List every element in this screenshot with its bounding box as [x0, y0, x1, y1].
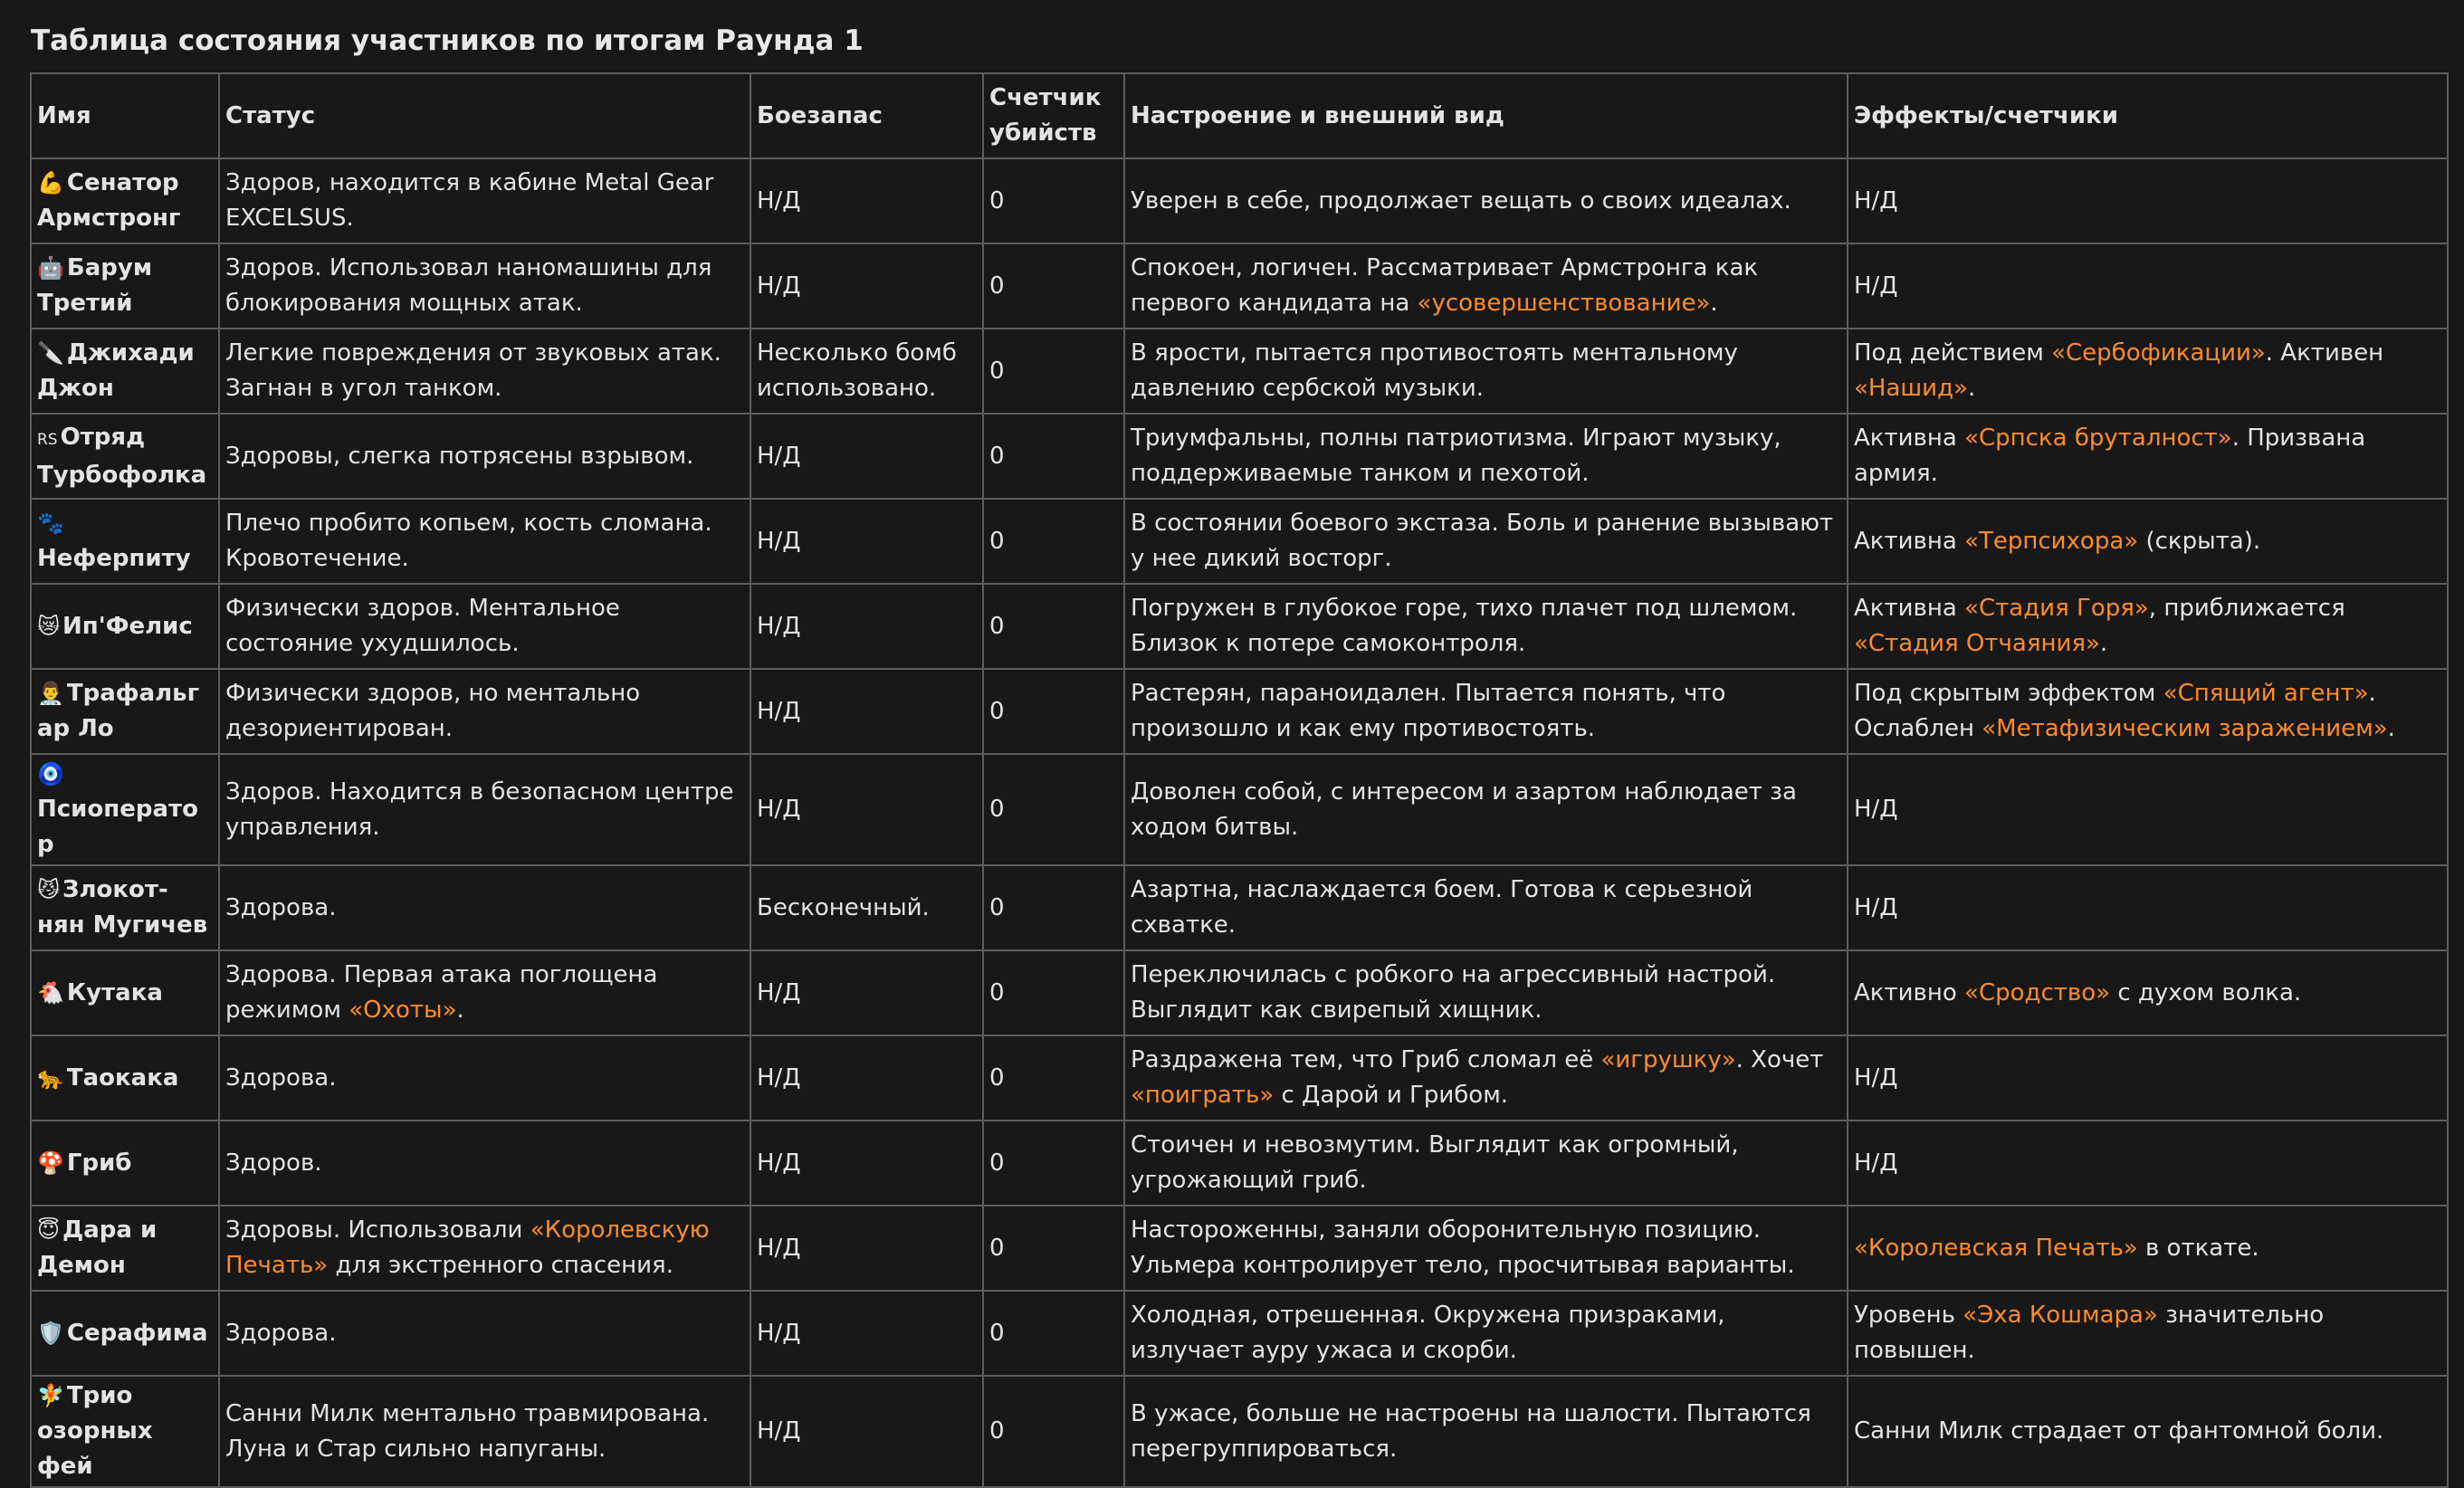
cell-ammo: Н/Д — [750, 1035, 983, 1121]
cell-status — [219, 1206, 750, 1291]
table-row — [31, 499, 2448, 584]
table-row — [31, 1376, 2448, 1487]
chicken-icon: 🐔 — [37, 979, 64, 1006]
cell-ammo: Н/Д — [750, 584, 983, 669]
cell-name — [31, 329, 219, 414]
cell-text: Легкие повреждения от звуковых атак. Загнан в угол танком. — [225, 339, 721, 402]
cell-status — [219, 414, 750, 499]
table-row — [31, 158, 2448, 243]
cell-text: . — [2387, 715, 2395, 742]
cell-status — [219, 669, 750, 754]
cell-kills: 0 — [983, 584, 1124, 669]
cell-text: с Дарой и Грибом. — [1274, 1082, 1509, 1109]
cell-kills: 0 — [983, 329, 1124, 414]
cell-text: . Активен — [2265, 339, 2384, 367]
table-row — [31, 950, 2448, 1035]
robot-face-icon: 🤖 — [37, 255, 64, 281]
cell-name — [31, 158, 219, 243]
cell-ammo: Н/Д — [750, 243, 983, 329]
cell-ammo: Н/Д — [750, 1376, 983, 1487]
cell-text: Здоров. Использовал наномашины для блокирования мощных атак. — [225, 254, 712, 317]
cell-text: Н/Д — [1854, 796, 1898, 823]
cell-name — [31, 950, 219, 1035]
cell-text: Здоров. — [225, 1149, 322, 1177]
cell-text: Растерян, параноидален. Пытается понять, что произошло и как ему противостоять. — [1131, 680, 1726, 742]
cell-text: Физически здоров, но ментально дезориентирован. — [225, 680, 641, 742]
cell-text: Физически здоров. Ментальное состояние ухудшилось. — [225, 595, 620, 657]
table-row — [31, 1291, 2448, 1376]
cell-effects — [1848, 865, 2448, 950]
cell-name — [31, 1206, 219, 1291]
highlighted-term: «Охоты» — [349, 997, 457, 1024]
cell-kills: 0 — [983, 243, 1124, 329]
cell-text: . — [456, 997, 464, 1024]
participant-name: Трио озорных фей — [37, 1382, 153, 1480]
cell-status — [219, 329, 750, 414]
cell-name — [31, 1035, 219, 1121]
cell-ammo: Н/Д — [750, 950, 983, 1035]
cell-status — [219, 584, 750, 669]
cell-text: Погружен в глубокое горе, тихо плачет под шлемом. Близок к потере самоконтроля. — [1131, 595, 1798, 657]
cell-name — [31, 1291, 219, 1376]
cell-effects — [1848, 414, 2448, 499]
cell-effects — [1848, 1206, 2448, 1291]
cell-mood — [1124, 414, 1848, 499]
cell-text: В ужасе, больше не настроены на шалости. Пытаются перегруппироваться. — [1131, 1399, 1811, 1463]
table-row — [31, 584, 2448, 669]
cell-effects — [1848, 158, 2448, 243]
cell-text: В ярости, пытается противостоять ментальному давлению сербской музыки. — [1131, 339, 1738, 402]
cell-text: Активна — [1854, 424, 1965, 452]
cell-kills: 0 — [983, 1291, 1124, 1376]
table-row — [31, 669, 2448, 754]
cell-kills: 0 — [983, 754, 1124, 865]
participant-name: Злокот-нян Мугичев — [37, 876, 208, 939]
cell-text: Стоичен и невозмутим. Выглядит как огромный, угрожающий гриб. — [1131, 1131, 1739, 1194]
cell-name — [31, 499, 219, 584]
cell-text: с духом волка. — [2110, 978, 2302, 1006]
cell-effects — [1848, 584, 2448, 669]
cell-text: Здорова. — [225, 1319, 337, 1347]
cell-name — [31, 1121, 219, 1206]
table-row — [31, 414, 2448, 499]
cell-text: . Ослаблен — [1854, 680, 2376, 742]
participant-name: Ип'Фелис — [62, 612, 193, 640]
cell-text: Здоровы. Использовали — [225, 1216, 530, 1244]
column-header-kills: Счетчик убийств — [983, 73, 1124, 158]
participants-table — [30, 72, 2449, 1488]
participant-name: Сенатор Армстронг — [37, 169, 181, 232]
page-title: Таблица состояния участников по итогам Раунда 1 — [31, 24, 864, 57]
cell-text: Под скрытым эффектом — [1854, 680, 2163, 707]
highlighted-term: «игрушку» — [1600, 1046, 1736, 1073]
table-row — [31, 1035, 2448, 1121]
cell-mood — [1124, 1206, 1848, 1291]
cell-text: Спокоен, логичен. Рассматривает Армстронга как первого кандидата на — [1131, 254, 1759, 317]
cell-text: . Призвана армия. — [1854, 424, 2366, 487]
cell-effects — [1848, 499, 2448, 584]
cell-status — [219, 1121, 750, 1206]
cell-text: (скрыта). — [2138, 527, 2261, 555]
cell-effects — [1848, 754, 2448, 865]
cell-mood — [1124, 1035, 1848, 1121]
cell-text: Н/Д — [1854, 186, 1898, 215]
cell-text: Раздражена тем, что Гриб сломал её — [1131, 1046, 1601, 1073]
cell-status — [219, 243, 750, 329]
cell-text: . — [1710, 290, 1718, 317]
cell-kills: 0 — [983, 1035, 1124, 1121]
table-row — [31, 754, 2448, 865]
cell-kills: 0 — [983, 1121, 1124, 1206]
cell-name — [31, 669, 219, 754]
cell-ammo: Несколько бомб использовано. — [750, 329, 983, 414]
cell-kills: 0 — [983, 950, 1124, 1035]
cell-mood — [1124, 329, 1848, 414]
cell-text: Н/Д — [1854, 272, 1898, 300]
highlighted-term: «Королевскую Печать» — [225, 1216, 710, 1279]
cell-effects — [1848, 1121, 2448, 1206]
participant-name: Отряд Турбофолка — [37, 423, 207, 489]
cell-ammo: Н/Д — [750, 499, 983, 584]
column-header-effects: Эффекты/счетчики — [1848, 73, 2448, 158]
participant-name: Таокака — [66, 1064, 179, 1092]
cell-text: Санни Милк ментально травмирована. Луна и Стар сильно напуганы. — [225, 1399, 710, 1463]
cell-kills: 0 — [983, 414, 1124, 499]
cell-name — [31, 1376, 219, 1487]
cell-text: Активна — [1854, 527, 1965, 555]
participant-name: Трафальгар Ло — [37, 680, 200, 742]
participant-name: Серафима — [66, 1319, 208, 1347]
highlighted-term: «Стадия Отчаяния» — [1854, 630, 2100, 657]
cell-text: Холодная, отрешенная. Окружена призраками, излучает ауру ужаса и скорби. — [1131, 1302, 1725, 1364]
cell-ammo: Н/Д — [750, 1206, 983, 1291]
cell-text: , приближается — [2148, 595, 2345, 622]
table-header-row — [31, 73, 2448, 158]
cell-kills: 0 — [983, 669, 1124, 754]
cell-effects — [1848, 1291, 2448, 1376]
cell-kills: 0 — [983, 499, 1124, 584]
participant-name: Барум Третий — [37, 254, 153, 317]
column-header-mood: Настроение и внешний вид — [1124, 73, 1848, 158]
cell-mood — [1124, 1291, 1848, 1376]
highlighted-term: «Нашид» — [1854, 375, 1968, 402]
column-header-ammo: Боезапас — [750, 73, 983, 158]
cell-text: Переключилась с робкого на агрессивный настрой. Выглядит как свирепый хищник. — [1131, 961, 1776, 1024]
table-row — [31, 1206, 2448, 1291]
cropped-previous-text — [0, 0, 2464, 5]
paw-prints-icon: 🐾 — [37, 510, 64, 536]
cell-text: Настороженны, заняли оборонительную позицию. Ульмера контролирует тело, просчитывая варианты. — [1131, 1216, 1795, 1279]
cell-text: Здорова. Первая атака поглощена режимом — [225, 961, 658, 1024]
cell-text: для экстренного спасения. — [328, 1252, 673, 1279]
cell-status — [219, 950, 750, 1035]
cell-mood — [1124, 950, 1848, 1035]
cell-name — [31, 754, 219, 865]
cell-mood — [1124, 158, 1848, 243]
mushroom-icon: 🍄 — [37, 1149, 64, 1176]
fairy-icon: 🧚 — [37, 1383, 64, 1408]
highlighted-term: «усовершенствование» — [1417, 290, 1711, 317]
cell-text: Здоров, находится в кабине Metal Gear EXCELSUS. — [225, 169, 714, 232]
cell-text: . Хочет — [1735, 1046, 1824, 1073]
cell-mood — [1124, 243, 1848, 329]
cell-text: значительно повышен. — [1854, 1302, 2325, 1364]
cell-text: Активно — [1854, 978, 1965, 1006]
highlighted-term: «Сербофикации» — [2051, 339, 2266, 367]
cell-mood — [1124, 865, 1848, 950]
cell-kills: 0 — [983, 158, 1124, 243]
smirking-cat-icon: 😼 — [37, 877, 61, 902]
cell-status — [219, 499, 750, 584]
cell-ammo: Н/Д — [750, 1121, 983, 1206]
cell-name — [31, 243, 219, 329]
cell-name — [31, 414, 219, 499]
cell-name — [31, 865, 219, 950]
knife-icon: 🔪 — [37, 340, 64, 366]
table-row — [31, 329, 2448, 414]
cell-text: Здорова. — [225, 1064, 337, 1092]
participant-name: Гриб — [66, 1149, 132, 1177]
blue-eye-icon: 🧿 — [37, 761, 64, 787]
cell-text: Здоров. Находится в безопасном центре управления. — [225, 777, 734, 841]
cell-effects — [1848, 243, 2448, 329]
cell-text: Здорова. — [225, 893, 337, 921]
cell-status — [219, 865, 750, 950]
highlighted-term: «Српска бруталност» — [1964, 424, 2232, 452]
cell-text: Под действием — [1854, 339, 2052, 367]
doctor-icon: 👨‍⚕️ — [37, 681, 64, 706]
cell-text: . — [2099, 630, 2108, 657]
cell-effects — [1848, 1376, 2448, 1487]
cell-mood — [1124, 1376, 1848, 1487]
serbia-flag-icon: RS — [37, 430, 58, 449]
table-body — [31, 158, 2448, 1487]
table-row — [31, 865, 2448, 950]
participant-name: Псиоператор — [37, 796, 198, 858]
highlighted-term: «Стадия Горя» — [1964, 595, 2149, 622]
cell-effects — [1848, 329, 2448, 414]
cell-ammo: Н/Д — [750, 754, 983, 865]
cell-text: Здоровы, слегка потрясены взрывом. — [225, 442, 694, 470]
cell-text: Активна — [1854, 595, 1965, 622]
cell-ammo: Н/Д — [750, 158, 983, 243]
cell-status — [219, 754, 750, 865]
cell-text: Уровень — [1854, 1302, 1963, 1329]
participant-name: Неферпиту — [37, 545, 191, 572]
highlighted-term: «Королевская Печать» — [1854, 1234, 2138, 1262]
cell-text: Азартна, наслаждается боем. Готова к серьезной схватке. — [1131, 876, 1753, 939]
cell-ammo: Н/Д — [750, 414, 983, 499]
cell-status — [219, 1376, 750, 1487]
cell-text: Н/Д — [1854, 1064, 1898, 1092]
flexed-biceps-icon: 💪 — [37, 170, 64, 196]
cell-status — [219, 1291, 750, 1376]
column-header-status: Статус — [219, 73, 750, 158]
cell-text: Н/Д — [1854, 893, 1898, 921]
shield-icon: 🛡️ — [37, 1320, 64, 1346]
highlighted-term: «Эха Кошмара» — [1963, 1302, 2158, 1329]
highlighted-term: «поиграть» — [1131, 1082, 1275, 1109]
cell-mood — [1124, 1121, 1848, 1206]
cell-text: Плечо пробито копьем, кость сломана. Кровотечение. — [225, 510, 712, 572]
cell-ammo: Н/Д — [750, 1291, 983, 1376]
table-row — [31, 1121, 2448, 1206]
participant-name: Кутака — [66, 978, 163, 1006]
cell-mood — [1124, 669, 1848, 754]
cell-text: Н/Д — [1854, 1149, 1898, 1177]
cell-effects — [1848, 669, 2448, 754]
halo-face-icon: 😇 — [37, 1217, 61, 1243]
column-header-name: Имя — [31, 73, 219, 158]
table-row — [31, 243, 2448, 329]
cell-mood — [1124, 584, 1848, 669]
crying-cat-icon: 😿 — [37, 613, 61, 639]
participant-name: Дара и Демон — [37, 1216, 158, 1279]
participant-name: Джихади Джон — [37, 339, 195, 402]
cell-mood — [1124, 499, 1848, 584]
cell-kills: 0 — [983, 1376, 1124, 1487]
cell-text: Доволен собой, с интересом и азартом наблюдает за ходом битвы. — [1131, 777, 1797, 841]
cell-text: Триумфальны, полны патриотизма. Играют музыку, поддерживаемые танком и пехотой. — [1131, 424, 1781, 487]
cell-ammo: Н/Д — [750, 669, 983, 754]
cell-text: В состоянии боевого экстаза. Боль и ранение вызывают у нее дикий восторг. — [1131, 510, 1834, 572]
highlighted-term: «Метафизическим заражением» — [1982, 715, 2388, 742]
cell-text: Уверен в себе, продолжает вещать о своих идеалах. — [1131, 186, 1791, 215]
cell-text: Санни Милк страдает от фантомной боли. — [1854, 1417, 2384, 1445]
cell-status — [219, 158, 750, 243]
cell-text: в откате. — [2137, 1234, 2259, 1262]
cell-text: . — [1967, 375, 1976, 402]
cell-effects — [1848, 1035, 2448, 1121]
cell-kills: 0 — [983, 865, 1124, 950]
highlighted-term: «Сродство» — [1964, 978, 2111, 1006]
leopard-icon: 🐆 — [37, 1064, 64, 1091]
cell-effects — [1848, 950, 2448, 1035]
highlighted-term: «Терпсихора» — [1964, 527, 2139, 555]
highlighted-term: «Спящий агент» — [2163, 680, 2369, 707]
cell-status — [219, 1035, 750, 1121]
cell-kills: 0 — [983, 1206, 1124, 1291]
cell-mood — [1124, 754, 1848, 865]
cell-name — [31, 584, 219, 669]
cell-ammo: Бесконечный. — [750, 865, 983, 950]
